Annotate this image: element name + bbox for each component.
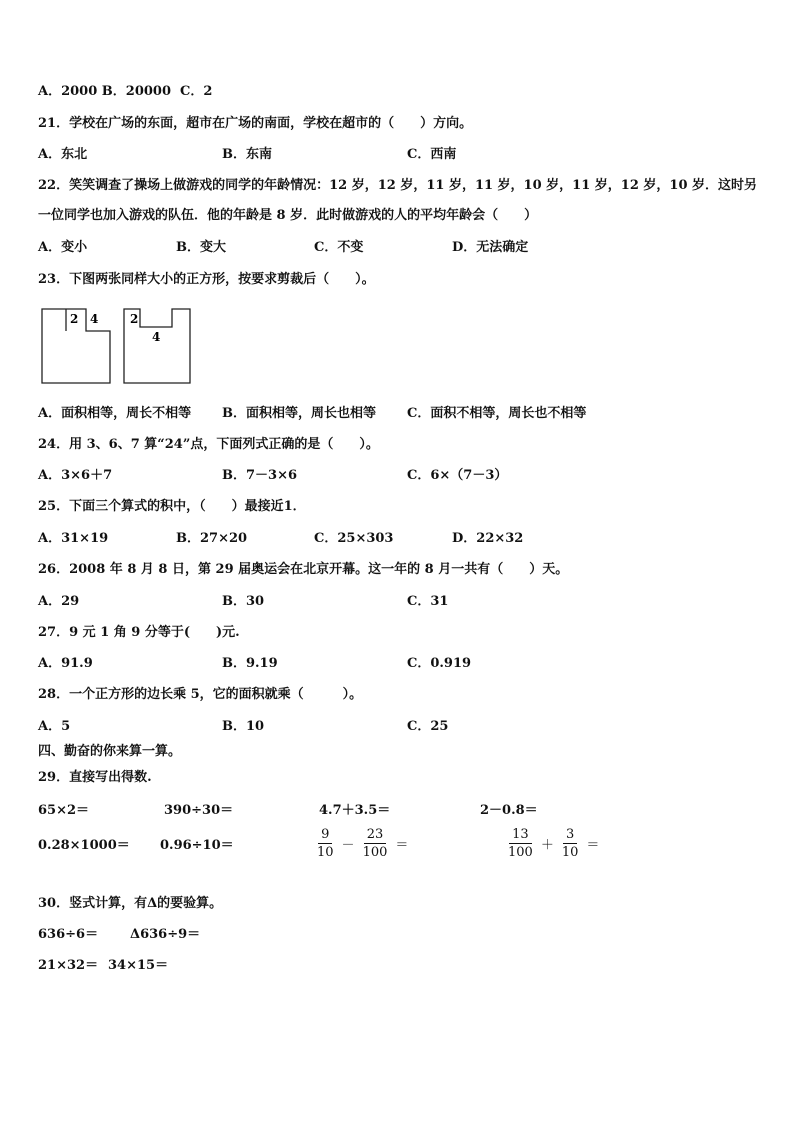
q25-option-a: A．31×19 [38,531,109,546]
q20-option-c: C．2 [180,84,213,99]
q25-option-d: D．22×32 [452,531,524,546]
q30-item-3: 21×32＝ [38,958,99,973]
q30-stem: 30．竖式计算，有Δ的要验算。 [38,896,223,911]
q25-option-c: C．25×303 [314,531,394,546]
fraction [559,827,582,860]
q23-figure-2-label-4: 4 [152,330,161,344]
q28-stem: 28．一个正方形的边长乘 5，它的面积就乘（ ）。 [38,687,363,702]
q23-figure-1 [40,307,114,387]
numerator: 23 [364,827,387,844]
q23-stem: 23．下图两张同样大小的正方形，按要求剪裁后（ ）。 [38,272,375,287]
minus-sign: － [341,838,355,853]
q27-option-a: A．91.9 [38,656,93,671]
denominator: 10 [561,845,579,860]
denominator: 100 [508,845,533,860]
q26-stem: 26．2008 年 8 月 8 日，第 29 届奥运会在北京开幕。这一年的 8 月一共有（ ）天。 [38,562,569,577]
equals-sign: ＝ [395,838,409,853]
q24-option-a: A．3×6＋7 [38,468,113,483]
q29-item-5: 0.28×1000＝ [38,838,130,853]
q24-stem: 24．用 3、6、7 算“24”点，下面列式正确的是（ ）。 [38,437,379,452]
q23-figure-2-label-2: 2 [130,312,139,326]
q26-option-c: C．31 [407,594,449,609]
q22-option-c: C．不变 [314,240,364,255]
q29-stem: 29．直接写出得数. [38,770,152,785]
q29-item-4: 2－0.8＝ [480,803,538,818]
q22-option-b: B．变大 [176,240,226,255]
q30-item-2: Δ636÷9＝ [130,927,201,942]
q27-stem: 27．9 元 1 角 9 分等于( )元. [38,625,240,640]
q21-option-a: A．东北 [38,147,88,162]
denominator: 10 [317,845,334,860]
q20-option-ab: A．2000 B．20000 [38,84,172,99]
q23-figure-1-label-2: 2 [70,312,79,326]
q28-option-b: B．10 [222,719,265,734]
q21-stem: 21．学校在广场的东面，超市在广场的南面，学校在超市的（ ）方向。 [38,116,473,131]
q26-option-a: A．29 [38,594,80,609]
equals-sign: ＝ [586,838,600,853]
plus-sign: ＋ [540,838,554,853]
q29-item-3: 4.7＋3.5＝ [319,803,391,818]
q22-stem-line1: 22．笑笑调查了操场上做游戏的同学的年龄情况：12 岁，12 岁，11 岁，11 岁，10 岁，11 岁，12 岁，10 岁．这时另 [38,178,758,193]
q27-option-b: B．9.19 [222,656,278,671]
q22-option-a: A．变小 [38,240,88,255]
q25-stem: 25．下面三个算式的积中，（ ）最接近1． [38,499,306,514]
q24-option-b: B．7－3×6 [222,468,298,483]
q30-item-4: 34×15＝ [108,958,169,973]
q23-option-a: A．面积相等，周长不相等 [38,406,192,421]
fraction [360,827,391,860]
numerator: 9 [318,827,332,844]
q22-option-d: D．无法确定 [452,240,529,255]
q21-option-b: B．东南 [222,147,272,162]
q29-fraction-expression-1 [312,827,411,860]
q24-option-c: C．6×（7－3） [407,468,508,483]
q23-option-b: B．面积相等，周长也相等 [222,406,376,421]
q25-option-b: B．27×20 [176,531,248,546]
numerator: 13 [509,827,532,844]
q23-figure-1-label-4: 4 [90,312,99,326]
q23-figure-2 [122,307,196,387]
q29-item-6: 0.96÷10＝ [160,838,234,853]
q23-option-c: C．面积不相等，周长也不相等 [407,406,587,421]
q28-option-a: A．5 [38,719,71,734]
denominator: 100 [362,845,388,860]
q21-option-c: C．西南 [407,147,457,162]
q22-stem-line2: 一位同学也加入游戏的队伍．他的年龄是 8 岁．此时做游戏的人的平均年龄会（ ） [38,208,538,223]
fraction [505,827,536,860]
numerator: 3 [563,827,577,844]
section-4-title: 四、勤奋的你来算一算。 [38,744,182,759]
q28-option-c: C．25 [407,719,449,734]
q26-option-b: B．30 [222,594,265,609]
q30-item-1: 636÷6＝ [38,927,99,942]
q29-item-2: 390÷30＝ [164,803,234,818]
q29-fraction-expression-2 [503,827,602,860]
fraction [314,827,337,860]
q29-item-1: 65×2＝ [38,803,90,818]
q27-option-c: C．0.919 [407,656,472,671]
